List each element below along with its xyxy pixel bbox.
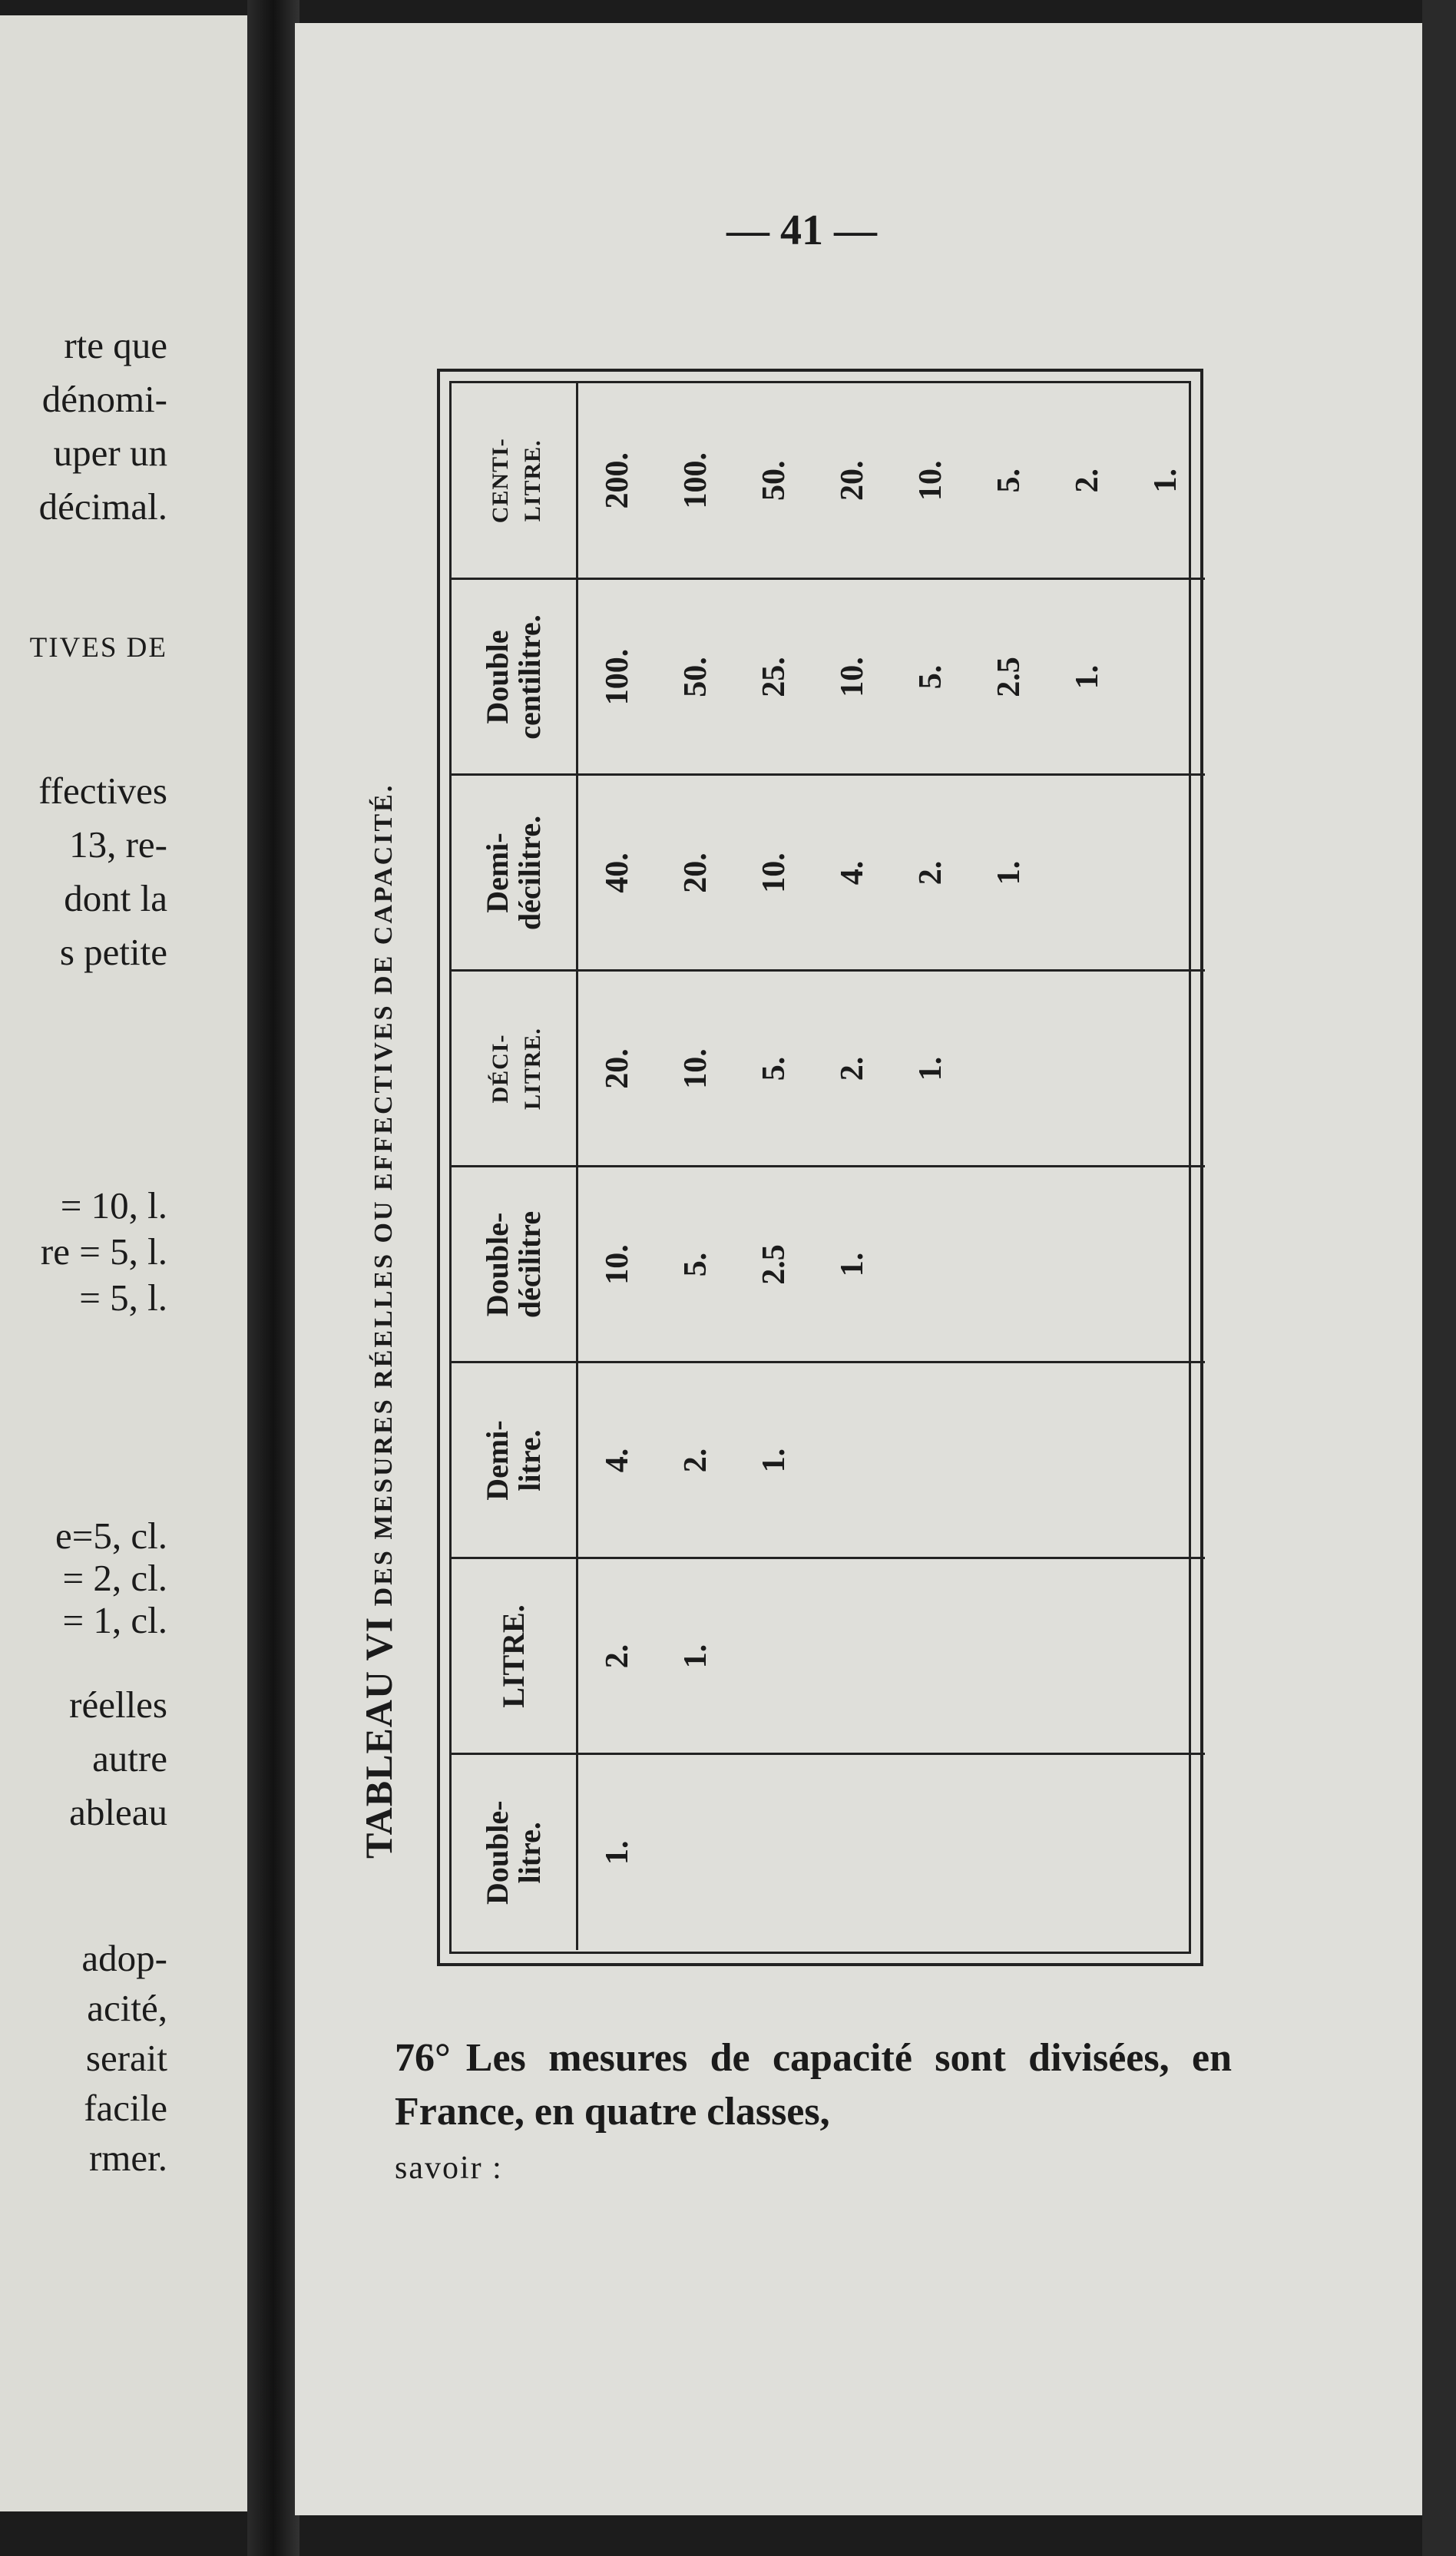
table-cell xyxy=(892,1754,970,1950)
column-header xyxy=(452,383,577,579)
column-header-line1: Double- xyxy=(480,1212,515,1317)
table-frame xyxy=(437,369,1203,1966)
table-cell: 2. xyxy=(1048,383,1127,579)
left-page-line: dont la xyxy=(64,877,167,919)
table-cell: 2.5 xyxy=(735,1167,813,1362)
table-cell xyxy=(970,1558,1048,1754)
paragraph-text: Les mesures de capacité sont divisées, en France, en quatre classes, xyxy=(395,2036,1232,2134)
left-page-line: = 5, l. xyxy=(79,1276,167,1319)
column-header xyxy=(452,1558,577,1754)
capacity-table xyxy=(452,383,1205,1950)
table-cell xyxy=(1127,971,1205,1167)
table-cell: 2. xyxy=(657,1362,735,1558)
left-page-line: rte que xyxy=(64,324,167,366)
column-header-line1: DÉCI- xyxy=(488,1034,513,1104)
paragraph-76 xyxy=(395,2031,1232,2195)
table-cell: 20. xyxy=(657,775,735,971)
table-cell: 50. xyxy=(657,579,735,775)
book-gutter xyxy=(247,0,299,2556)
table-cell xyxy=(892,1167,970,1362)
column-header-line1: LITRE. xyxy=(496,1604,531,1708)
table-row xyxy=(970,383,1048,1950)
table-cell xyxy=(1127,1167,1205,1362)
table-cell: 5. xyxy=(657,1167,735,1362)
table-cell: 1. xyxy=(813,1167,892,1362)
table-cell xyxy=(1127,1362,1205,1558)
left-page-line: uper un xyxy=(53,432,167,474)
left-page-line: facile xyxy=(84,2087,167,2129)
left-page xyxy=(0,15,253,2511)
table-row xyxy=(577,383,657,1950)
table-cell: 2. xyxy=(577,1558,657,1754)
table-cell xyxy=(1048,971,1127,1167)
table-cell xyxy=(813,1558,892,1754)
table-cell xyxy=(1048,775,1127,971)
column-header-line1: Double- xyxy=(480,1800,515,1905)
table-cell: 1. xyxy=(892,971,970,1167)
table-cell: 40. xyxy=(577,775,657,971)
table-cell xyxy=(892,1558,970,1754)
paragraph-number: 76° xyxy=(395,2036,451,2080)
table-cell: 25. xyxy=(735,579,813,775)
left-page-line: réelles xyxy=(69,1684,167,1726)
column-header xyxy=(452,775,577,971)
left-page-line: rmer. xyxy=(88,2137,167,2179)
left-page-line: décimal. xyxy=(38,485,167,528)
column-header-line1: CENTI- xyxy=(488,438,513,524)
column-header xyxy=(452,1167,577,1362)
table-cell xyxy=(970,971,1048,1167)
table-cell xyxy=(970,1362,1048,1558)
left-page-line: adop- xyxy=(81,1937,167,1979)
column-header-line1: Demi- xyxy=(480,833,515,913)
table-cell xyxy=(1048,1167,1127,1362)
table-cell xyxy=(1127,1558,1205,1754)
left-page-line: ableau xyxy=(69,1791,167,1833)
table-cell: 4. xyxy=(813,775,892,971)
table-cell: 2.5 xyxy=(970,579,1048,775)
caption-lead: TABLEAU VI xyxy=(357,1616,400,1859)
left-page-line: e=5, cl. xyxy=(55,1515,167,1557)
table-row xyxy=(1048,383,1127,1950)
column-header-line2: décilitre xyxy=(512,1210,547,1319)
left-page-line: = 1, cl. xyxy=(62,1599,167,1641)
table-cell: 1. xyxy=(1127,383,1205,579)
table-cell: 1. xyxy=(600,1840,635,1865)
table-cell xyxy=(1127,775,1205,971)
table-cell: 10. xyxy=(813,579,892,775)
left-page-line: dénomi- xyxy=(41,378,167,420)
left-page-line: ffectives xyxy=(38,770,167,812)
column-header xyxy=(452,1362,577,1558)
column-header-line2: LITRE. xyxy=(520,1028,545,1110)
table-cell xyxy=(1048,1362,1127,1558)
table-cell: 200. xyxy=(577,383,657,579)
table-cell: 1. xyxy=(970,775,1048,971)
table-cell: 5. xyxy=(892,579,970,775)
left-page-line: = 10, l. xyxy=(60,1184,167,1227)
table-cell: 1. xyxy=(1048,579,1127,775)
table-cell: 10. xyxy=(735,775,813,971)
column-header-line1: Demi- xyxy=(480,1420,515,1501)
table-cell: 5. xyxy=(735,971,813,1167)
table-cell: 10. xyxy=(892,383,970,579)
column-header xyxy=(452,971,577,1167)
table-row xyxy=(735,383,813,1950)
table-caption xyxy=(356,323,410,1859)
table-cell xyxy=(735,1558,813,1754)
table-cell xyxy=(657,1754,735,1950)
left-page-line: autre xyxy=(92,1737,167,1780)
column-header-line2: décilitre. xyxy=(512,815,547,931)
table-cell: 1. xyxy=(735,1362,813,1558)
table-header-row xyxy=(452,383,577,1950)
table-row xyxy=(1127,383,1205,1950)
left-page-line: re = 5, l. xyxy=(40,1230,167,1273)
page-number: — 41 — xyxy=(726,207,877,254)
left-page-line: s petite xyxy=(59,931,167,973)
paragraph-end: savoir : xyxy=(395,2150,503,2186)
table-cell xyxy=(813,1754,892,1950)
table-cell: 4. xyxy=(577,1362,657,1558)
table-cell xyxy=(1127,1754,1205,1950)
table-cell xyxy=(813,1362,892,1558)
table-cell xyxy=(892,1362,970,1558)
table-cell: 10. xyxy=(577,1167,657,1362)
left-page-line: = 2, cl. xyxy=(62,1557,167,1599)
table-cell xyxy=(1048,1754,1127,1950)
table-cell xyxy=(1127,579,1205,775)
table-cell: 20. xyxy=(577,971,657,1167)
table-cell: 50. xyxy=(735,383,813,579)
table-cell xyxy=(1048,1558,1127,1754)
table-cell: 100. xyxy=(657,383,735,579)
column-header-line1: Double xyxy=(480,630,515,724)
left-page-line: acité, xyxy=(87,1987,167,2029)
table-cell: 20. xyxy=(813,383,892,579)
column-header-line2: LITRE. xyxy=(520,439,545,522)
caption-rest: DES MESURES RÉELLES OU EFFECTIVES DE CAPACITÉ. xyxy=(369,783,398,1607)
left-page-line: serait xyxy=(85,2037,167,2079)
right-edge xyxy=(1422,0,1456,2556)
table-body xyxy=(577,383,1206,1950)
table-cell: 2. xyxy=(813,971,892,1167)
column-header xyxy=(452,1754,577,1950)
table-cell: 100. xyxy=(577,579,657,775)
column-header-line2: centilitre. xyxy=(512,614,547,740)
rotated-table-wrapper xyxy=(452,383,1187,1950)
table-cell xyxy=(735,1754,813,1950)
right-page xyxy=(295,23,1422,2515)
table-inner-frame xyxy=(449,381,1191,1954)
table-cell: 10. xyxy=(657,971,735,1167)
table-cell: 5. xyxy=(970,383,1048,579)
column-header-line2: litre. xyxy=(512,1429,547,1492)
column-header-line2: litre. xyxy=(512,1822,547,1884)
left-page-line: TIVES DE xyxy=(29,632,167,664)
table-cell: 1. xyxy=(657,1558,735,1754)
table-row xyxy=(813,383,892,1950)
table-cell xyxy=(970,1754,1048,1950)
table-row xyxy=(657,383,735,1950)
column-header xyxy=(452,579,577,775)
left-page-line: 13, re- xyxy=(69,823,167,866)
table-cell: 2. xyxy=(892,775,970,971)
table-cell xyxy=(970,1167,1048,1362)
table-row xyxy=(892,383,970,1950)
